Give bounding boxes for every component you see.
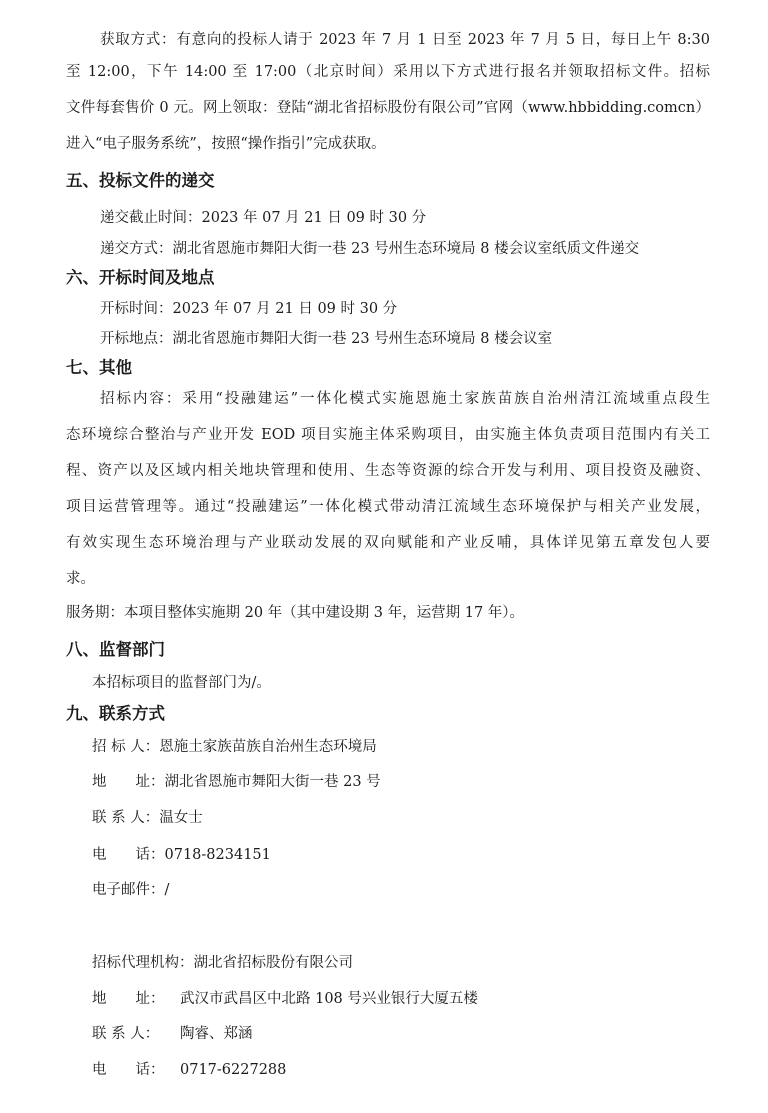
section-heading: 九、联系方式 [66,704,165,723]
contact-value: / [164,882,170,898]
contact-row [92,953,353,973]
contact-label: 电 话： [92,1062,165,1078]
contact-value: 温女士 [159,810,203,826]
contact-label: 地 址： [92,991,165,1007]
contact-label: 招 标 人： [92,739,160,755]
paragraph-line: 程、资产以及区域内相关地块管理和使用、生态等资源的综合开发与利用、项目投资及融资、 [66,463,710,479]
paragraph-line: 招标内容：采用“投融建运”一体化模式实施恩施土家族苗族自治州清江流域重点段生 [100,391,710,407]
opening-time: 开标时间：2023 年 07 月 21 日 09 时 30 分 [100,301,398,317]
paragraph-line: 项目运营管理等。通过“投融建运”一体化模式带动清江流域生态环境保护与相关产业发展， [66,499,710,515]
section-heading: 五、投标文件的递交 [66,171,215,190]
contact-value: 湖北省招标股份有限公司 [193,955,353,971]
supervisor-text: 本招标项目的监督部门为/。 [92,675,271,691]
contact-value: 0718-8234151 [164,847,271,863]
contact-row [92,1060,286,1080]
service-period: 服务期：本项目整体实施期 20 年（其中建设期 3 年，运营期 17 年）。 [66,605,525,621]
contact-row [92,737,377,757]
contact-label: 电 话： [92,847,165,863]
opening-place: 开标地点：湖北省恩施市舞阳大街一巷 23 号州生态环境局 8 楼会议室 [100,331,553,347]
contact-row [92,1024,253,1044]
contact-row [92,808,203,828]
contact-row [92,772,381,792]
contact-value: 陶睿、郑涵 [180,1026,253,1042]
section-heading: 六、开标时间及地点 [66,268,215,287]
section-heading: 七、其他 [66,358,132,377]
contact-value: 0717-6227288 [180,1062,287,1078]
paragraph-line: 获取方式：有意向的投标人请于 2023 年 7 月 1 日至 2023 年 7 月 5 日，每日上午 8:30 [100,32,710,48]
paragraph-line: 求。 [66,571,95,587]
contact-label: 电子邮件： [92,882,165,898]
contact-label: 联 系 人： [92,810,160,826]
paragraph-line: 至 12:00，下午 14:00 至 17:00（北京时间）采用以下方式进行报名并领取招标文件。招标 [66,64,710,80]
contact-row [92,845,271,865]
paragraph-line: 有效实现生态环境治理与产业联动发展的双向赋能和产业反哺，具体详见第五章发包人要 [66,535,710,551]
submission-deadline: 递交截止时间：2023 年 07 月 21 日 09 时 30 分 [100,210,427,226]
contact-row [92,989,478,1009]
submission-method: 递交方式：湖北省恩施市舞阳大街一巷 23 号州生态环境局 8 楼会议室纸质文件递交 [100,241,640,257]
contact-row [92,880,169,900]
paragraph-line: 文件每套售价 0 元。网上领取：登陆“湖北省招标股份有限公司”官网（www.hbbidding.comcn） [66,100,710,116]
contact-value: 恩施土家族苗族自治州生态环境局 [159,739,377,755]
paragraph-line: 进入“电子服务系统”，按照“操作指引”完成获取。 [66,136,386,152]
contact-value: 武汉市武昌区中北路 108 号兴业银行大厦五楼 [180,991,478,1007]
contact-value: 湖北省恩施市舞阳大街一巷 23 号 [164,774,381,790]
paragraph-line: 态环境综合整治与产业开发 EOD 项目实施主体采购项目，由实施主体负责项目范围内有关工 [66,427,710,443]
contact-label: 联 系 人： [92,1026,160,1042]
contact-label: 地 址： [92,774,165,790]
section-heading: 八、监督部门 [66,640,165,659]
contact-label: 招标代理机构： [92,955,194,971]
